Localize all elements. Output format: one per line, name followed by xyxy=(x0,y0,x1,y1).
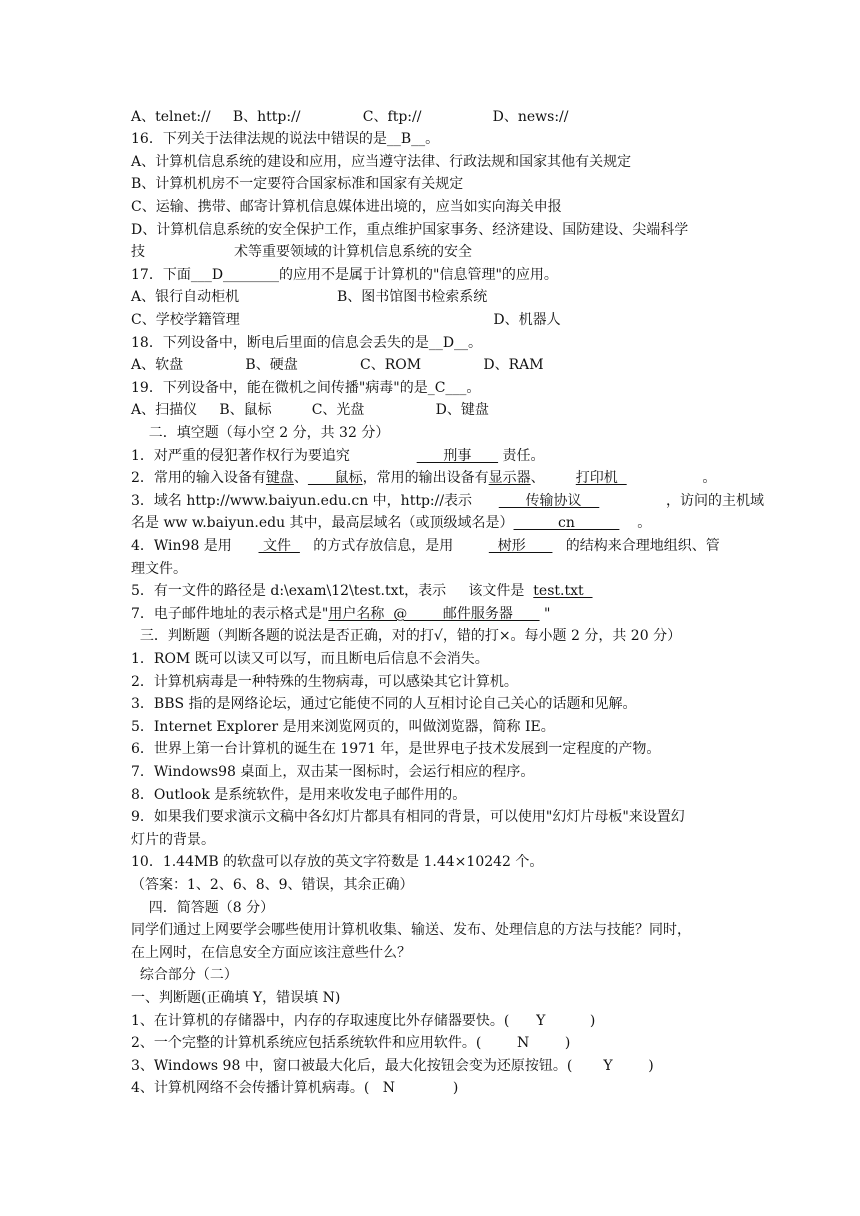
document-line xyxy=(131,264,736,287)
document-line xyxy=(131,1055,736,1078)
text-segment: 三．判断题（判断各题的说法是否正确，对的打√，错的打×。每小题 2 分，共 20 分） xyxy=(131,628,682,645)
text-segment: 名是 ww w.baiyun.edu 其中，最高层域名（或顶级域名是） xyxy=(131,515,514,532)
text-segment: 。 xyxy=(626,470,717,487)
document-line xyxy=(131,806,736,829)
document-line xyxy=(131,693,736,716)
document-line xyxy=(131,987,736,1010)
document-line xyxy=(131,558,736,581)
text-segment: 2．计算机病毒是一种特殊的生物病毒，可以感染其它计算机。 xyxy=(131,673,518,690)
document-line xyxy=(131,671,736,694)
text-segment: ，访问的主机域 xyxy=(599,492,765,509)
text-segment: 4．Win98 是用 xyxy=(131,537,259,554)
text-segment: 7．电子邮件地址的表示格式是" xyxy=(131,605,329,622)
text-segment: 1．ROM 既可以读又可以写，而且断电后信息不会消失。 xyxy=(131,650,489,667)
document-line xyxy=(131,286,736,309)
text-segment: " xyxy=(539,605,551,622)
text-segment: 1．对严重的侵犯著作权行为要追究 xyxy=(131,447,417,464)
document-line xyxy=(131,874,736,897)
text-segment: 2、一个完整的计算机系统应包括系统软件和应用软件。( N ) xyxy=(131,1035,571,1052)
text-segment: 同学们通过上网要学会哪些使用计算机收集、输送、发布、处理信息的方法与技能？同时， xyxy=(131,922,691,939)
text-segment: 责任。 xyxy=(498,447,545,464)
text-segment: 的方式存放信息，是用 xyxy=(299,537,489,554)
text-segment: 9．如果我们要求演示文稿中各幻灯片都具有相同的背景，可以使用"幻灯片母板"来设置幻 xyxy=(131,809,685,826)
text-segment: A、telnet:// B、http:// C、ftp:// D、news:// xyxy=(131,108,569,125)
document-line xyxy=(131,784,736,807)
text-segment: 。 xyxy=(425,131,440,148)
text-segment: 四．简答题（8 分） xyxy=(131,899,275,916)
document-line xyxy=(131,625,736,648)
text-segment: 5．Internet Explorer 是用来浏览网页的，叫做浏览器，简称 IE。 xyxy=(131,718,555,735)
text-segment: 5．有一文件的路径是 d:\exam\12\test.txt，表示 该文件是 xyxy=(131,583,534,600)
text-segment: 在上网时，在信息安全方面应该注意些什么？ xyxy=(131,944,411,961)
underlined-answer: 传输协议 xyxy=(498,492,600,509)
text-segment: A、银行自动柜机 B、图书馆图书检索系统 xyxy=(131,289,488,306)
text-segment: 2．常用的输入设备有 xyxy=(131,470,266,487)
text-segment: ，常用的输出设备有 xyxy=(362,470,489,487)
underlined-answer: 键盘 xyxy=(265,470,294,487)
text-segment: 3．BBS 指的是网络论坛，通过它能使不同的人互相讨论自己关心的话题和见解。 xyxy=(131,696,637,713)
document-line xyxy=(131,512,736,535)
document-line xyxy=(131,738,736,761)
document-line xyxy=(131,241,736,264)
text-segment: 17．下面___D________的应用不是属于计算机的"信息管理"的应用。 xyxy=(131,266,558,283)
text-segment: 理文件。 xyxy=(131,560,187,577)
text-segment: 的结构来合理地组织、管 xyxy=(552,537,720,554)
document-line xyxy=(131,535,736,558)
text-segment: （答案：1、2、6、8、9、错误，其余正确） xyxy=(131,876,414,893)
text-segment: A、扫描仪 B、鼠标 C、光盘 D、键盘 xyxy=(131,402,489,419)
text-segment: 4、计算机网络不会传播计算机病毒。( N ) xyxy=(131,1080,459,1097)
text-segment: 10．1.44MB 的软盘可以存放的英文字符数是 1.44×10242 个。 xyxy=(131,854,544,871)
document-line xyxy=(131,761,736,784)
underlined-answer: 树形 xyxy=(488,537,553,554)
document-line xyxy=(131,897,736,920)
document-line xyxy=(131,1032,736,1055)
text-segment: 综合部分（二） xyxy=(131,967,238,984)
text-segment: 灯片的背景。 xyxy=(131,831,215,848)
text-segment: 3．域名 http://www.baiyun.edu.cn 中，http://表示 xyxy=(131,492,499,509)
text-segment: 、 xyxy=(530,470,576,487)
text-segment: 技 术等重要领域的计算机信息系统的安全 xyxy=(131,244,473,261)
document-line xyxy=(131,399,736,422)
document-line xyxy=(131,829,736,852)
document-line xyxy=(131,580,736,603)
text-segment: A、计算机信息系统的建设和应用，应当遵守法律、行政法规和国家其他有关规定 xyxy=(131,153,632,170)
document-line xyxy=(131,1077,736,1100)
text-segment: 、 xyxy=(293,470,308,487)
document-line xyxy=(131,128,736,151)
document-line xyxy=(131,490,765,513)
document-line xyxy=(131,309,736,332)
document-line xyxy=(131,196,736,219)
document-line xyxy=(131,942,736,965)
document-line xyxy=(131,851,736,874)
text-segment: 二．填空题（每小空 2 分，共 32 分） xyxy=(131,424,390,441)
underlined-answer: 文件 xyxy=(258,537,300,554)
document-line xyxy=(131,603,736,626)
document-line xyxy=(131,467,736,490)
document-line xyxy=(131,219,736,242)
document-line xyxy=(131,1010,736,1033)
text-segment: 7．Windows98 桌面上，双击某一图标时，会运行相应的程序。 xyxy=(131,763,535,780)
text-segment: 一、判断题(正确填 Y，错误填 N) xyxy=(131,989,341,1006)
text-segment: 8．Outlook 是系统软件，是用来收发电子邮件用的。 xyxy=(131,786,467,803)
text-segment: 6．世界上第一台计算机的诞生在 1971 年，是世界电子技术发展到一定程度的产物。 xyxy=(131,741,661,758)
text-segment: 3、Windows 98 中，窗口被最大化后，最大化按钮会变为还原按钮。( Y ) xyxy=(131,1057,654,1074)
text-segment: 18．下列设备中，断电后里面的信息会丢失的是__D__。 xyxy=(131,334,483,351)
text-segment: C、学校学籍管理 D、机器人 xyxy=(131,311,561,328)
document-line xyxy=(131,648,736,671)
document-line xyxy=(131,173,736,196)
underlined-answer: cn xyxy=(513,515,620,532)
text-segment: __B__ xyxy=(386,131,426,148)
underlined-answer: 显示器 xyxy=(488,470,531,487)
underlined-answer: 刑事 xyxy=(416,447,499,464)
document-line xyxy=(131,919,736,942)
text-segment: 。 xyxy=(619,515,652,532)
document-line xyxy=(131,445,736,468)
document-line xyxy=(131,716,736,739)
text-segment: A、软盘 B、硬盘 C、ROM D、RAM xyxy=(131,357,544,374)
text-segment: B、计算机机房不一定要符合国家标准和国家有关规定 xyxy=(131,176,464,193)
underlined-answer: test.txt xyxy=(533,583,593,600)
underlined-answer: 用户名称 @ 邮件服务器 xyxy=(328,605,540,622)
text-segment: 19．下列设备中，能在微机之间传播"病毒"的是_C___。 xyxy=(131,379,481,396)
document-line xyxy=(131,151,736,174)
document-line xyxy=(131,964,736,987)
text-segment: D、计算机信息系统的安全保护工作，重点维护国家事务、经济建设、国防建设、尖端科学 xyxy=(131,221,689,238)
document-line xyxy=(131,354,736,377)
document-line xyxy=(131,422,736,445)
document-line xyxy=(131,377,736,400)
underlined-answer: 打印机 xyxy=(575,470,627,487)
text-segment: 16．下列关于法律法规的说法中错误的是 xyxy=(131,131,387,148)
underlined-answer: 鼠标 xyxy=(307,470,363,487)
text-segment: 1、在计算机的存储器中，内存的存取速度比外存储器要快。( Y ) xyxy=(131,1012,596,1029)
text-segment: C、运输、携带、邮寄计算机信息媒体进出境的，应当如实向海关申报 xyxy=(131,198,562,215)
document-line xyxy=(131,332,736,355)
document-line xyxy=(131,106,736,129)
